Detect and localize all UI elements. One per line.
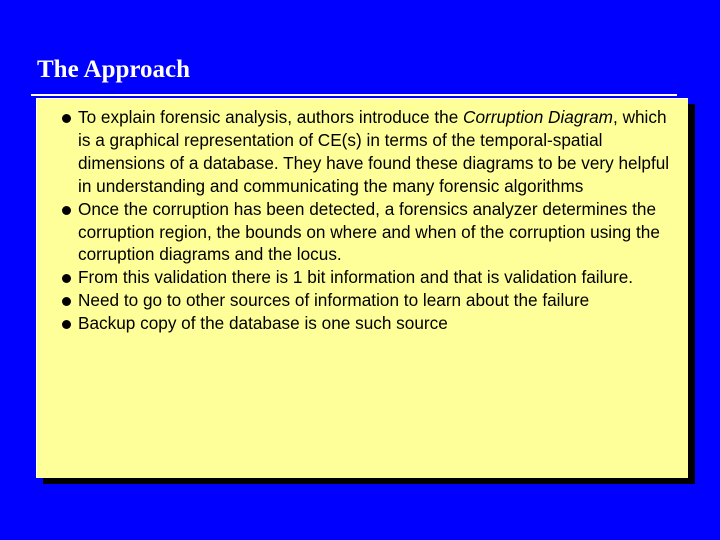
bullet-item (41, 289, 683, 312)
bullet-dot-icon (62, 320, 71, 329)
content-panel (36, 98, 688, 478)
bullet-dot-icon (62, 274, 71, 283)
bullet-item (41, 106, 683, 198)
bullet-text: , which is a graphical representation of CE(s) in terms of the temporal-spatial dimensions of a database. They have found these diagrams to be very helpful in understanding and communicating the many forensic algorithms (78, 107, 670, 196)
bullet-item (41, 198, 683, 267)
bullet-list (41, 106, 683, 335)
bullet-text: Backup copy of the database is one such source (78, 313, 448, 334)
bullet-emphasis: Corruption Diagram (463, 107, 614, 127)
title-underline (31, 94, 677, 96)
bullet-dot-icon (62, 297, 71, 306)
bullet-dot-icon (62, 114, 71, 123)
bullet-item (41, 266, 683, 289)
bullet-text: Need to go to other sources of information to learn about the failure (78, 290, 590, 311)
bullet-text: Once the corruption has been detected, a forensics analyzer determines the corruption region, the bounds on where and when of the corruption using the corruption diagrams and the locus. (78, 198, 660, 265)
bullet-text: From this validation there is 1 bit information and that is validation failure. (78, 267, 634, 288)
bullet-text: To explain forensic analysis, authors introduce the (78, 107, 464, 127)
bullet-item (41, 312, 683, 335)
slide-title: The Approach (37, 56, 191, 83)
bullet-dot-icon (62, 206, 71, 215)
